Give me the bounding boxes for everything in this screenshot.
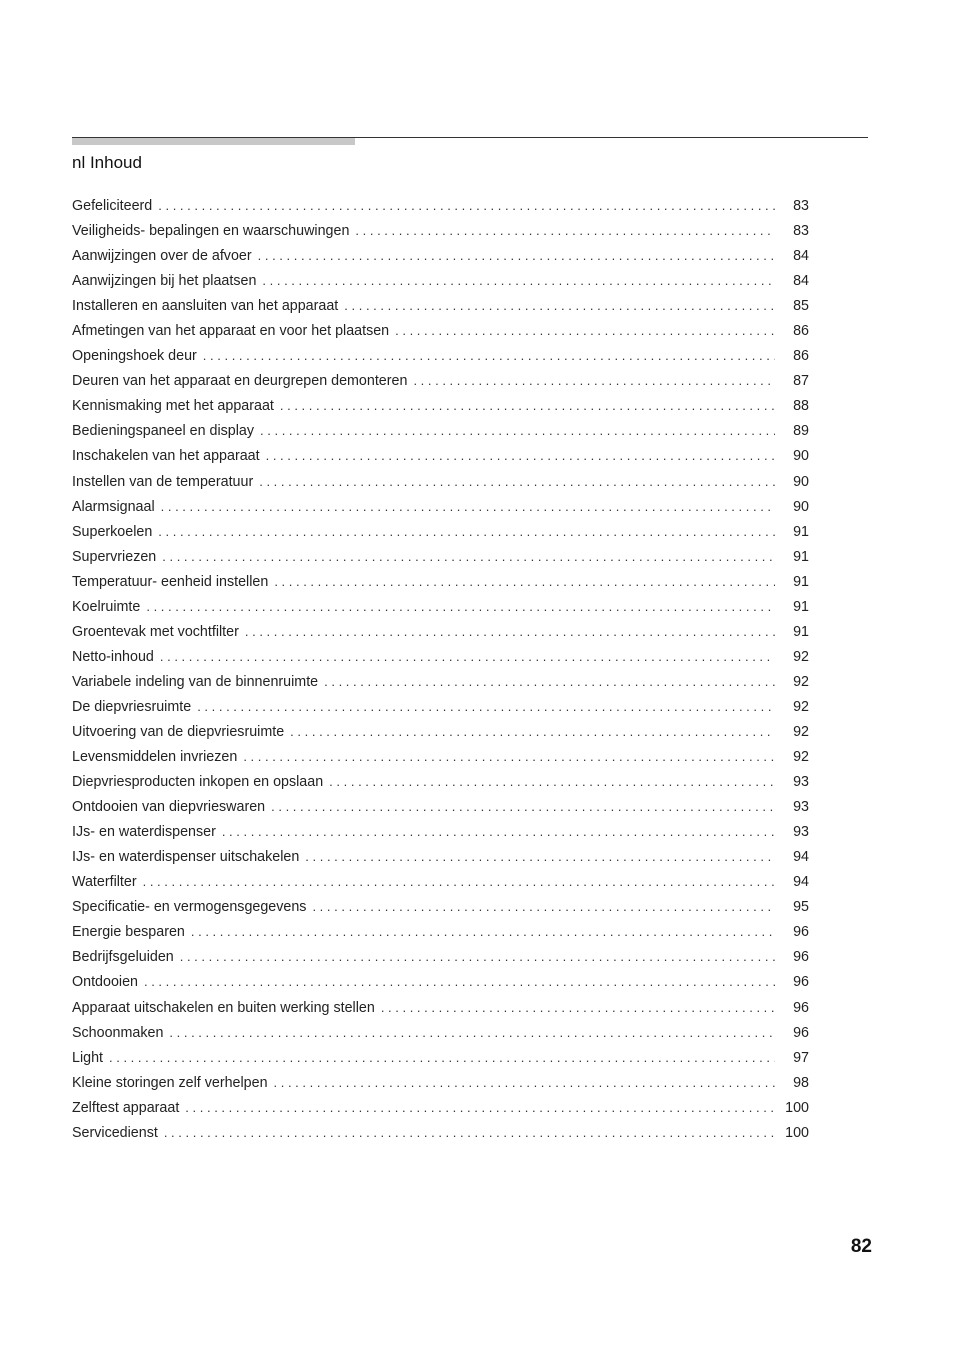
toc-entry[interactable]: [72, 569, 809, 594]
toc-entry[interactable]: [72, 844, 809, 869]
toc-entry-page: 96: [793, 949, 809, 966]
toc-entry-page: 86: [793, 348, 809, 365]
toc-dot-leader: [185, 1095, 775, 1120]
toc-entry-page: 83: [793, 198, 809, 214]
toc-entry-page: 100: [785, 1124, 809, 1141]
toc-entry[interactable]: [72, 494, 809, 519]
toc-dot-leader: [274, 569, 775, 594]
toc-dot-leader: [413, 368, 775, 393]
toc-dot-leader: [143, 869, 775, 894]
toc-entry-title: Alarmsignaal: [72, 498, 155, 515]
toc-entry[interactable]: [72, 193, 809, 218]
toc-dot-leader: [329, 769, 775, 794]
toc-entry-title: Superkoelen: [72, 523, 153, 540]
toc-entry-page: 96: [793, 974, 809, 991]
toc-entry-page: 92: [793, 673, 809, 690]
toc-entry-title: Afmetingen van het apparaat en voor het plaatsen: [72, 323, 390, 340]
toc-entry[interactable]: [72, 1070, 809, 1095]
toc-entry-page: 87: [793, 373, 809, 390]
toc-dot-leader: [161, 494, 775, 519]
toc-entry-title: Instellen van de temperatuur: [72, 473, 254, 490]
toc-entry-page: 90: [793, 448, 809, 465]
toc-entry[interactable]: [72, 594, 809, 619]
toc-entry[interactable]: [72, 318, 809, 343]
toc-entry-page: 96: [793, 924, 809, 941]
toc-dot-leader: [280, 393, 775, 418]
toc-entry-title: Netto-inhoud: [72, 648, 154, 665]
toc-entry-title: IJs- en waterdispenser: [72, 824, 216, 841]
toc-entry-page: 96: [793, 1024, 809, 1041]
toc-entry-title: Aanwijzingen over de afvoer: [72, 248, 252, 265]
toc-dot-leader: [243, 744, 775, 769]
toc-entry[interactable]: [72, 268, 809, 293]
toc-entry-title: Deuren van het apparaat en deurgrepen demonteren: [72, 373, 408, 390]
table-of-contents: [72, 193, 809, 1145]
toc-entry-title: Koelruimte: [72, 598, 141, 615]
toc-entry-title: Installeren en aansluiten van het apparaat: [72, 298, 339, 315]
toc-dot-leader: [395, 318, 775, 343]
toc-entry[interactable]: [72, 744, 809, 769]
toc-dot-leader: [160, 644, 775, 669]
toc-dot-leader: [162, 544, 775, 569]
toc-dot-leader: [258, 243, 775, 268]
toc-entry-page: 91: [793, 523, 809, 540]
toc-entry-page: 88: [793, 398, 809, 415]
toc-entry-page: 93: [793, 824, 809, 841]
toc-entry[interactable]: [72, 443, 809, 468]
toc-dot-leader: [305, 844, 775, 869]
toc-entry-title: De diepvriesruimte: [72, 698, 192, 715]
toc-entry[interactable]: [72, 669, 809, 694]
toc-entry[interactable]: [72, 794, 809, 819]
toc-dot-leader: [158, 519, 775, 544]
toc-entry-page: 92: [793, 749, 809, 766]
toc-dot-leader: [109, 1045, 775, 1070]
toc-entry[interactable]: [72, 393, 809, 418]
toc-entry[interactable]: [72, 368, 809, 393]
toc-entry[interactable]: [72, 293, 809, 318]
toc-dot-leader: [222, 819, 775, 844]
toc-dot-leader: [144, 969, 775, 994]
toc-dot-leader: [260, 418, 775, 443]
toc-entry[interactable]: [72, 769, 809, 794]
toc-entry[interactable]: [72, 544, 809, 569]
toc-entry[interactable]: [72, 894, 809, 919]
toc-entry-page: 84: [793, 248, 809, 265]
toc-entry[interactable]: [72, 218, 809, 243]
toc-entry-page: 95: [793, 899, 809, 916]
toc-entry-title: Apparaat uitschakelen en buiten werking stellen: [72, 999, 375, 1016]
toc-entry-page: 93: [793, 774, 809, 791]
toc-entry-page: 100: [785, 1099, 809, 1116]
toc-entry-title: Bedieningspaneel en display: [72, 423, 255, 440]
toc-dot-leader: [197, 694, 775, 719]
toc-dot-leader: [191, 919, 775, 944]
toc-entry-title: Waterfilter: [72, 874, 137, 891]
toc-entry[interactable]: [72, 969, 809, 994]
toc-entry-title: Temperatuur- eenheid instellen: [72, 573, 269, 590]
toc-entry-page: 91: [793, 623, 809, 640]
toc-entry-page: 84: [793, 273, 809, 290]
header-accent-bar: [72, 138, 355, 145]
toc-entry-title: IJs- en waterdispenser uitschakelen: [72, 849, 300, 866]
toc-dot-leader: [290, 719, 775, 744]
toc-entry-title: Specificatie- en vermogensgegevens: [72, 899, 307, 916]
toc-entry[interactable]: [72, 1095, 809, 1120]
toc-entry-page: 91: [793, 573, 809, 590]
toc-entry-page: 90: [793, 498, 809, 515]
toc-entry-page: 92: [793, 648, 809, 665]
toc-dot-leader: [266, 443, 775, 468]
page-title: nl Inhoud: [72, 153, 142, 172]
toc-entry-page: 94: [793, 874, 809, 891]
toc-entry[interactable]: [72, 995, 809, 1020]
toc-dot-leader: [245, 619, 775, 644]
toc-entry[interactable]: [72, 719, 809, 744]
toc-entry-page: 89: [793, 423, 809, 440]
toc-entry-title: Variabele indeling van de binnenruimte: [72, 673, 319, 690]
toc-entry-title: Gefeliciteerd: [72, 198, 153, 214]
toc-entry-page: 83: [793, 223, 809, 240]
toc-entry-page: 98: [793, 1074, 809, 1091]
toc-entry-page: 96: [793, 999, 809, 1016]
toc-entry-title: Inschakelen van het apparaat: [72, 448, 260, 465]
toc-entry-title: Levensmiddelen invriezen: [72, 749, 238, 766]
toc-dot-leader: [259, 469, 775, 494]
toc-entry-page: 86: [793, 323, 809, 340]
toc-entry-title: Uitvoering van de diepvriesruimte: [72, 723, 285, 740]
toc-entry[interactable]: [72, 519, 809, 544]
toc-entry[interactable]: [72, 418, 809, 443]
toc-entry[interactable]: [72, 694, 809, 719]
toc-dot-leader: [164, 1120, 775, 1145]
toc-entry-title: Bedrijfsgeluiden: [72, 949, 174, 966]
toc-dot-leader: [355, 218, 775, 243]
toc-entry[interactable]: [72, 869, 809, 894]
toc-dot-leader: [203, 343, 775, 368]
toc-entry-title: Servicedienst: [72, 1124, 158, 1141]
toc-entry[interactable]: [72, 619, 809, 644]
toc-entry[interactable]: [72, 1020, 809, 1045]
toc-dot-leader: [180, 944, 775, 969]
toc-dot-leader: [146, 594, 775, 619]
toc-entry[interactable]: [72, 644, 809, 669]
toc-entry-page: 91: [793, 548, 809, 565]
toc-entry-page: 85: [793, 298, 809, 315]
toc-entry-page: 92: [793, 723, 809, 740]
toc-entry[interactable]: [72, 944, 809, 969]
toc-entry-title: Kleine storingen zelf verhelpen: [72, 1074, 268, 1091]
toc-entry-page: 90: [793, 473, 809, 490]
toc-entry-page: 94: [793, 849, 809, 866]
toc-entry-page: 92: [793, 698, 809, 715]
toc-entry-title: Kennismaking met het apparaat: [72, 398, 274, 415]
toc-dot-leader: [274, 1070, 775, 1095]
toc-entry-title: Veiligheids- bepalingen en waarschuwingen: [72, 223, 350, 240]
toc-entry-title: Groentevak met vochtfilter: [72, 623, 239, 640]
toc-entry-page: 93: [793, 799, 809, 816]
toc-entry-title: Zelftest apparaat: [72, 1099, 180, 1116]
toc-entry[interactable]: [72, 343, 809, 368]
toc-dot-leader: [158, 193, 775, 218]
toc-dot-leader: [312, 894, 775, 919]
toc-entry-title: Energie besparen: [72, 924, 185, 941]
toc-dot-leader: [169, 1020, 775, 1045]
toc-entry-title: Schoonmaken: [72, 1024, 164, 1041]
toc-entry-title: Openingshoek deur: [72, 348, 197, 365]
toc-entry-title: Aanwijzingen bij het plaatsen: [72, 273, 257, 290]
toc-dot-leader: [262, 268, 775, 293]
toc-dot-leader: [344, 293, 775, 318]
toc-entry[interactable]: [72, 469, 809, 494]
toc-entry-title: Ontdooien van diepvrieswaren: [72, 799, 266, 816]
toc-entry-page: 97: [793, 1049, 809, 1066]
toc-dot-leader: [271, 794, 775, 819]
toc-entry[interactable]: [72, 1045, 809, 1070]
toc-entry-title: Light: [72, 1049, 104, 1066]
toc-entry[interactable]: [72, 919, 809, 944]
toc-entry[interactable]: [72, 1120, 809, 1145]
toc-dot-leader: [381, 995, 775, 1020]
toc-dot-leader: [324, 669, 775, 694]
toc-entry[interactable]: [72, 243, 809, 268]
toc-entry-title: Supervriezen: [72, 548, 157, 565]
toc-entry[interactable]: [72, 819, 809, 844]
page-number: 82: [850, 1236, 872, 1257]
toc-entry-page: 91: [793, 598, 809, 615]
toc-entry-title: Ontdooien: [72, 974, 138, 991]
toc-entry-title: Diepvriesproducten inkopen en opslaan: [72, 774, 324, 791]
